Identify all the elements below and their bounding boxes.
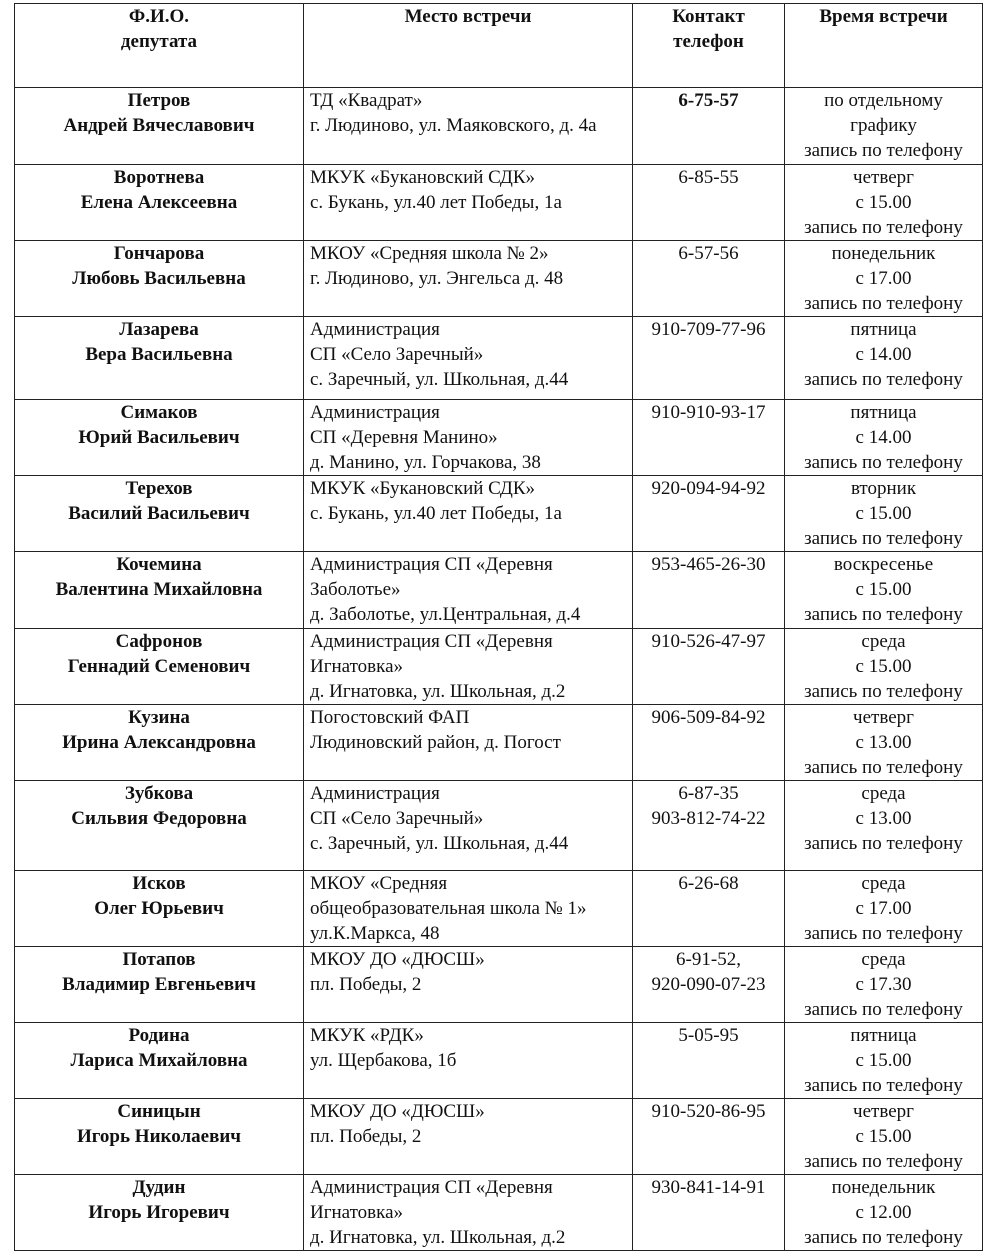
name-line: Гончарова [113,243,205,264]
time-line: с 15.00 [855,656,912,677]
cell-phone [633,947,785,1023]
place-line: МКУК «Букановский СДК» [310,167,536,188]
header-row [15,4,983,88]
cell-place [304,165,633,241]
place-line: СП «Село Заречный» [310,344,484,365]
cell-phone [633,1023,785,1099]
place-line: д. Заболотье, ул.Центральная, д.4 [310,604,581,625]
table-row [15,947,983,1023]
cell-place [304,317,633,400]
table-row [15,1023,983,1099]
name-line: Лазарева [119,319,199,340]
cell-phone [633,871,785,947]
cell-place [304,552,633,629]
time-line: с 12.00 [855,1202,912,1223]
time-line: вторник [850,478,917,499]
table-body [15,88,983,1251]
cell-place [304,947,633,1023]
time-line: с 14.00 [855,344,912,365]
time-line: с 15.00 [855,1050,912,1071]
time-line: пятница [850,402,917,423]
time-line: запись по телефону [804,923,963,944]
header-place [304,4,633,88]
table-row [15,552,983,629]
name-line: Исков [132,873,186,894]
phone-line: 6-75-57 [678,90,739,111]
place-line: Людиновский район, д. Погост [310,732,561,753]
table-row [15,629,983,705]
cell-phone [633,1175,785,1251]
place-line: ул. Щербакова, 1б [310,1050,457,1071]
time-line: пятница [850,1025,917,1046]
name-line: Сильвия Федоровна [71,808,247,829]
cell-name [15,88,304,165]
name-line: Симаков [120,402,198,423]
name-line: Зубкова [124,783,194,804]
time-line: с 15.00 [855,1126,912,1147]
place-line: г. Людиново, ул. Энгельса д. 48 [310,268,564,289]
time-line: запись по телефону [804,528,963,549]
cell-time [785,241,983,317]
phone-line: 910-526-47-97 [651,631,766,652]
time-line: запись по телефону [804,757,963,778]
place-line: с. Букань, ул.40 лет Победы, 1а [310,192,562,213]
time-line: с 15.00 [855,192,912,213]
header-phone-line1: Контакт [672,6,745,27]
cell-time [785,781,983,871]
place-line: с. Букань, ул.40 лет Победы, 1а [310,503,562,524]
header-place-line1: Место встречи [404,6,532,27]
time-line: запись по телефону [804,369,963,390]
phone-line: 953-465-26-30 [651,554,766,575]
time-line: запись по телефону [804,452,963,473]
cell-time [785,1023,983,1099]
phone-line: 6-57-56 [678,243,739,264]
place-line: пл. Победы, 2 [310,1126,422,1147]
time-line: среда [861,949,906,970]
header-name-line1: Ф.И.О. [128,6,190,27]
time-line: запись по телефону [804,1151,963,1172]
table-row [15,705,983,781]
place-line: д. Манино, ул. Горчакова, 38 [310,452,541,473]
place-line: МКОУ «Средняя школа № 2» [310,243,549,264]
cell-name [15,1175,304,1251]
phone-line: 6-91-52, [676,949,741,970]
cell-name [15,241,304,317]
cell-phone [633,1099,785,1175]
place-line: МКОУ ДО «ДЮСШ» [310,949,485,970]
time-line: воскресенье [833,554,934,575]
place-line: МКОУ «Средняя общеобразовательная школа № 1» ул.К.Маркса, 48 [310,873,587,944]
cell-phone [633,705,785,781]
name-line: Кочемина [116,554,202,575]
place-line: МКОУ ДО «ДЮСШ» [310,1101,485,1122]
name-line: Василий Васильевич [68,503,250,524]
place-line: г. Людиново, ул. Маяковского, д. 4а [310,115,597,136]
cell-place [304,871,633,947]
time-line: запись по телефону [804,833,963,854]
cell-name [15,871,304,947]
name-line: Вера Васильевна [85,344,233,365]
time-line: среда [861,783,906,804]
cell-name [15,552,304,629]
name-line: Родина [128,1025,190,1046]
cell-place [304,1175,633,1251]
cell-name [15,165,304,241]
name-line: Игорь Игоревич [88,1202,230,1223]
place-line: с. Заречный, ул. Школьная, д.44 [310,369,569,390]
cell-place [304,705,633,781]
table-row [15,476,983,552]
time-line: четверг [853,167,914,188]
cell-time [785,476,983,552]
name-line: Сафронов [115,631,203,652]
table-row [15,1175,983,1251]
time-line: четверг [853,1101,914,1122]
phone-line: 920-090-07-23 [651,974,766,995]
time-line: запись по телефону [804,293,963,314]
time-line: четверг [853,707,914,728]
time-line: среда [861,631,906,652]
phone-line: 930-841-14-91 [651,1177,766,1198]
cell-time [785,552,983,629]
cell-time [785,1099,983,1175]
name-line: Кузина [128,707,190,728]
place-line: д. Игнатовка, ул. Школьная, д.2 [310,1227,566,1248]
name-line: Олег Юрьевич [94,898,224,919]
name-line: Андрей Вячеславович [63,115,255,136]
cell-name [15,1023,304,1099]
cell-phone [633,629,785,705]
time-line: с 13.00 [855,808,912,829]
time-line: запись по телефону [804,1075,963,1096]
phone-line: 6-26-68 [678,873,739,894]
place-line: Погостовский ФАП [310,707,470,728]
cell-phone [633,552,785,629]
cell-time [785,705,983,781]
time-line: пятница [850,319,917,340]
header-name [15,4,304,88]
phone-line: 910-709-77-96 [651,319,766,340]
table-row [15,781,983,871]
cell-time [785,947,983,1023]
name-line: Владимир Евгеньевич [62,974,256,995]
time-line: с 15.00 [855,503,912,524]
place-line: Администрация [310,783,440,804]
cell-place [304,476,633,552]
place-line: ТД «Квадрат» [310,90,423,111]
place-line: СП «Село Заречный» [310,808,484,829]
name-line: Синицын [117,1101,201,1122]
place-line: Администрация [310,319,440,340]
time-line: с 15.00 [855,579,912,600]
time-line: графику [850,115,917,136]
place-line: МКУК «РДК» [310,1025,424,1046]
cell-name [15,629,304,705]
time-line: с 13.00 [855,732,912,753]
cell-time [785,400,983,476]
name-line: Дудин [132,1177,186,1198]
table-row [15,871,983,947]
cell-place [304,241,633,317]
place-line: Администрация [310,402,440,423]
cell-place [304,88,633,165]
cell-name [15,705,304,781]
place-line: Администрация СП «Деревня Заболотье» [310,554,553,600]
place-line: пл. Победы, 2 [310,974,422,995]
time-line: среда [861,873,906,894]
cell-phone [633,165,785,241]
cell-time [785,1175,983,1251]
header-phone [633,4,785,88]
phone-line: 6-87-35 [678,783,739,804]
table-row [15,165,983,241]
name-line: Терехов [125,478,193,499]
time-line: запись по телефону [804,1227,963,1248]
time-line: с 17.30 [855,974,912,995]
time-line: понедельник [831,243,936,264]
table-row [15,400,983,476]
header-name-line2: депутата [120,31,198,52]
phone-line: 903-812-74-22 [651,808,766,829]
name-line: Воротнева [113,167,205,188]
cell-name [15,317,304,400]
time-line: запись по телефону [804,217,963,238]
deputies-schedule-table [14,3,983,1251]
cell-name [15,1099,304,1175]
place-line: Администрация СП «Деревня Игнатовка» [310,1177,553,1223]
cell-time [785,317,983,400]
place-line: МКУК «Букановский СДК» [310,478,536,499]
cell-place [304,781,633,871]
time-line: с 17.00 [855,268,912,289]
cell-phone [633,241,785,317]
phone-line: 920-094-94-92 [651,478,766,499]
table-row [15,241,983,317]
cell-place [304,1023,633,1099]
place-line: с. Заречный, ул. Школьная, д.44 [310,833,569,854]
time-line: с 14.00 [855,427,912,448]
table-row [15,1099,983,1175]
table-row [15,88,983,165]
cell-time [785,629,983,705]
name-line: Юрий Васильевич [78,427,240,448]
time-line: понедельник [831,1177,936,1198]
phone-line: 906-509-84-92 [651,707,766,728]
name-line: Игорь Николаевич [77,1126,241,1147]
time-line: запись по телефону [804,140,963,161]
cell-place [304,400,633,476]
cell-name [15,781,304,871]
place-line: д. Игнатовка, ул. Школьная, д.2 [310,681,566,702]
cell-time [785,871,983,947]
time-line: запись по телефону [804,681,963,702]
name-line: Потапов [122,949,196,970]
time-line: запись по телефону [804,999,963,1020]
time-line: с 17.00 [855,898,912,919]
name-line: Петров [127,90,191,111]
time-line: по отдельному [824,90,943,111]
name-line: Валентина Михайловна [55,579,263,600]
cell-phone [633,476,785,552]
cell-name [15,400,304,476]
header-phone-line2: телефон [673,31,744,52]
header-time-line1: Время встречи [819,6,948,27]
place-line: СП «Деревня Манино» [310,427,498,448]
phone-line: 910-910-93-17 [651,402,766,423]
cell-phone [633,781,785,871]
cell-phone [633,400,785,476]
header-time [785,4,983,88]
cell-time [785,165,983,241]
phone-line: 6-85-55 [678,167,739,188]
table-row [15,317,983,400]
place-line: Администрация СП «Деревня Игнатовка» [310,631,553,677]
name-line: Елена Алексеевна [80,192,238,213]
cell-name [15,947,304,1023]
cell-phone [633,88,785,165]
name-line: Геннадий Семенович [67,656,251,677]
phone-line: 5-05-95 [678,1025,739,1046]
cell-phone [633,317,785,400]
name-line: Лариса Михайловна [70,1050,248,1071]
name-line: Ирина Александровна [62,732,256,753]
time-line: запись по телефону [804,604,963,625]
cell-place [304,1099,633,1175]
cell-name [15,476,304,552]
cell-place [304,629,633,705]
name-line: Любовь Васильевна [72,268,246,289]
cell-time [785,88,983,165]
phone-line: 910-520-86-95 [651,1101,766,1122]
